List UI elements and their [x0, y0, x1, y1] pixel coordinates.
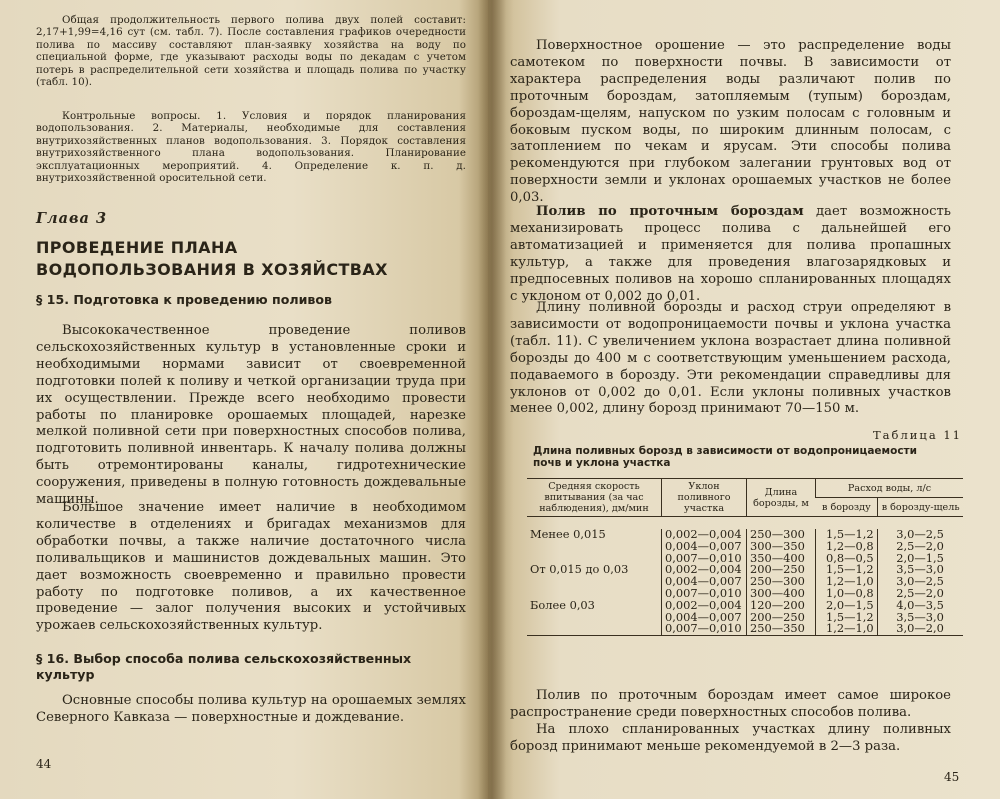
table-label: Таблица 11: [873, 428, 962, 442]
length-cell: 200—250 250—300 300—400: [747, 564, 816, 599]
right-paragraph-3: Длину поливной борозды и расход струи определяют в зависимости от водопроницаемости почвы и уклона участка (табл. 11). С увеличением уклона возрастает длина поливной борозды до 400 м с соответствующим уменьшением расхода, подаваемого в борозду. Эти рекомендации справедливы для уклонов от 0,002 до 0,01. Если уклоны поливных участков менее 0,002, длину борозд принимают 70—150 м.: [510, 300, 951, 417]
length-cell: 120—200 200—250 250—350: [747, 600, 816, 636]
length-cell: 250—300 300—350 350—400: [747, 529, 816, 564]
left-page: [0, 0, 488, 799]
per-furrow-cell: 1,5—1,2 1,2—1,0 1,0—0,8: [816, 564, 878, 599]
speed-cell: От 0,015 до 0,03: [530, 562, 629, 577]
right-paragraph-1-text: Поверхностное орошение — это распределение воды самотеком по поверхности почвы. В зависимости от характера распределения воды различают полив по проточным бороздам, затопляемым (тупым) бороздам, бороздам-щелям, напуском по узким полосам с головным и боковым пуском воды, по широким длинным полосам, с затоплением по чекам и ярусам. Эти способы полива рекомендуются при глубоком залегании грунтовых вод от поверхности земли и уклонах орошаемых участков не более 0,03.: [510, 38, 951, 206]
header-per-slot: в борозду-щель: [878, 498, 963, 517]
per-slot-cell: 4,0—3,5 3,5—3,0 3,0—2,0: [878, 600, 963, 636]
table-title: Длина поливных борозд в зависимости от водопроницаемости почв и уклона участка: [533, 445, 917, 470]
page-number-left: 44: [36, 757, 52, 771]
speed-cell: Более 0,03: [527, 600, 662, 636]
right-paragraph-4: Полив по проточным бороздам имеет самое широкое распространение среди поверхностных способов полива.: [510, 688, 951, 720]
slope-cell: 0,002—0,004 0,004—0,007 0,007—0,010: [662, 529, 747, 564]
section-16-heading: § 16. Выбор способа полива сельскохозяйственных культур: [36, 651, 412, 682]
header-furrow-length: Длина борозды, м: [747, 479, 816, 517]
header-per-furrow: в борозду: [816, 498, 878, 517]
chapter-label: Глава 3: [36, 210, 108, 227]
section-15-heading: § 15. Подготовка к проведению поливов: [36, 292, 332, 307]
right-page: [488, 0, 1000, 799]
page-number-right: 45: [944, 770, 960, 784]
speed-cell: Менее 0,015: [530, 527, 606, 541]
table-row: [527, 600, 963, 636]
header-water-flow: Расход воды, л/с: [816, 479, 964, 498]
left-paragraph-3: Основные способы полива культур на орошаемых землях Северного Кавказа — поверхностные и дождевание.: [36, 693, 466, 725]
slope-cell: 0,002—0,004 0,004—0,007 0,007—0,010: [662, 564, 747, 599]
left-paragraph-1: Высококачественное проведение поливов сельскохозяйственных культур в установленные сроки и необходимыми нормами зависит от своевременной подготовки полей к поливу и четкой организации труда при их осуществлении. Прежде всего необходимо провести работы по планировке орошаемых площадей, нарезке мелкой поливной сети при поверхностных способов полива, подготовить поливной инвентарь. К началу полива должны быть отремонтированы каналы, гидротехнические сооружения, приведены в полную готовность дождевальные машины.: [36, 323, 466, 508]
header-infiltration-speed: Средняя скорость впитывания (за час наблюдения), дм/мин: [527, 479, 662, 517]
right-paragraph-2: [510, 204, 951, 305]
term-flow-furrows: Полив по проточным бороздам: [536, 204, 804, 219]
per-slot-cell: 3,5—3,0 3,0—2,5 2,5—2,0: [878, 564, 963, 599]
slope-cell: 0,002—0,004 0,004—0,007 0,007—0,010: [662, 600, 747, 636]
furrow-table: [527, 478, 963, 636]
per-furrow-cell: 2,0—1,5 1,5—1,2 1,2—1,0: [816, 600, 878, 636]
chapter-title: ПРОВЕДЕНИЕ ПЛАНА ВОДОПОЛЬЗОВАНИЯ В ХОЗЯЙСТВАХ: [36, 238, 388, 279]
per-slot-cell: 3,0—2,5 2,5—2,0 2,0—1,5: [878, 529, 963, 564]
control-questions: Контрольные вопросы. 1. Условия и порядок планирования водопользования. 2. Материалы, необходимые для составления внутрихозяйственных планов водопользования. 3. Порядок составления внутрихозяйственного плана водопользования. Планирование эксплуатационных мероприятий. 4. Определение к. п. д. внутрихозяйственной оросительной сети.: [36, 110, 466, 185]
header-slope: Уклон поливного участка: [662, 479, 747, 517]
table-row: [527, 529, 963, 564]
book-gutter: [478, 0, 506, 799]
right-paragraph-5: На плохо спланированных участках длину поливных борозд принимают меньше рекомендуемой в 2—3 раза.: [510, 722, 951, 754]
left-paragraph-2: Большое значение имеет наличие в необходимом количестве в отделениях и бригадах механизмов для обработки почвы, а также наличие достаточного числа поливальщиков и машинистов дождевальных машин. Это дает возможность своевременно и правильно провести работу по подготовке поливов, а их качественное проведение — залог получения высоких и устойчивых урожаев сельскохозяйственных культур.: [36, 500, 466, 634]
right-paragraph-2-text: дает возможность механизировать процесс полива с дальнейшей его автоматизацией и применяется для полива пропашных культур, а также для проведения влагозарядковых и предпосевных поливов на хорошо спланированных площадях с уклоном от 0,002 до 0,01.: [510, 204, 951, 304]
table-row: [527, 564, 963, 599]
intro-paragraph: Общая продолжительность первого полива двух полей составит: 2,17+1,99=4,16 сут (см. табл. 7). После составления графиков очередности полива по массиву составляют план-заявку хозяйства на воду по специальной форме, где указывают расходы воды по декадам с учетом потерь в распределительной сети хозяйства и площадь полива по участку (табл. 10).: [36, 14, 466, 89]
per-furrow-cell: 1,5—1,2 1,2—0,8 0,8—0,5: [816, 529, 878, 564]
right-paragraph-1: [510, 38, 951, 207]
